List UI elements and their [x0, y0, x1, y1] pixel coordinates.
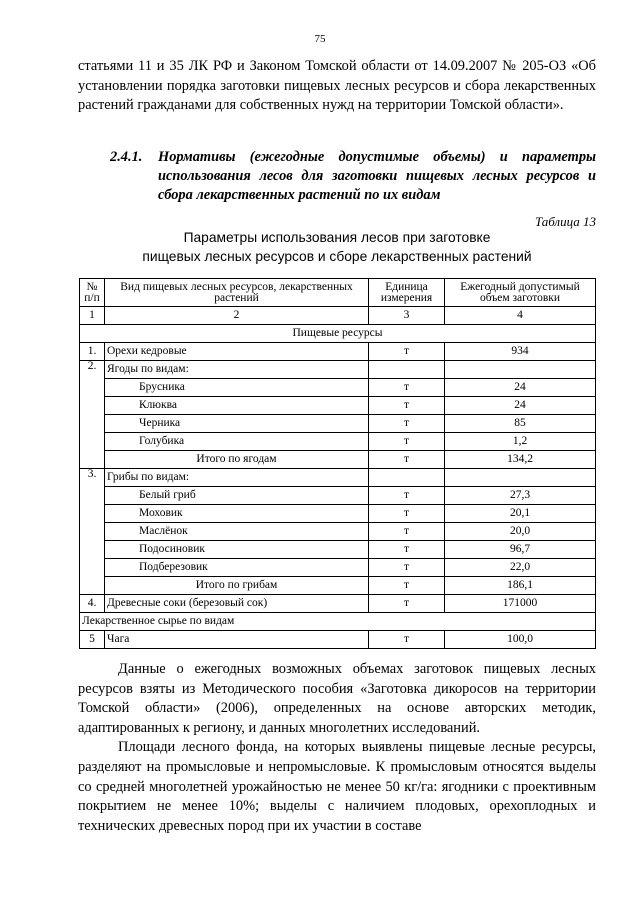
- paragraph-sources: Данные о ежегодных возможных объемах заготовок пищевых лесных ресурсов взяты из Методического пособия «Заготовка дикоросов на территории Томской области» (2006), определенных на основе авторских методик, адаптированных к региону, и данных многолетних исследований.: [78, 661, 596, 736]
- row-unit: т: [369, 343, 445, 361]
- group-label-medicinal: Лекарственное сырье по видам: [80, 613, 596, 631]
- table-caption: [78, 229, 596, 266]
- table-row: [80, 379, 596, 397]
- table-row-chaga: [80, 631, 596, 649]
- table-row: [80, 505, 596, 523]
- row-value: 20,1: [445, 505, 596, 523]
- row-unit: т: [369, 451, 445, 469]
- table-row: [80, 541, 596, 559]
- section-number: 2.4.1.: [110, 149, 143, 165]
- row-value: 100,0: [445, 631, 596, 649]
- row-name: Итого по ягодам: [105, 451, 369, 469]
- row-num: 1.: [80, 343, 105, 361]
- row-name: Ягоды по видам:: [105, 361, 369, 379]
- row-unit: т: [369, 577, 445, 595]
- row-value: 1,2: [445, 433, 596, 451]
- row-unit: т: [369, 523, 445, 541]
- table-row-mushrooms-total: [80, 577, 596, 595]
- column-number-row: [80, 307, 596, 325]
- row-unit: т: [369, 559, 445, 577]
- table-row: [80, 559, 596, 577]
- header-unit: Единица измерения: [369, 279, 445, 307]
- row-value: 186,1: [445, 577, 596, 595]
- row-name: Чага: [105, 631, 369, 649]
- group-row-medicinal: [80, 613, 596, 631]
- col-number: 2: [105, 307, 369, 325]
- body-text: [78, 660, 596, 836]
- row-value: 27,3: [445, 487, 596, 505]
- row-name: Клюква: [105, 397, 369, 415]
- row-value: 20,0: [445, 523, 596, 541]
- row-name: Древесные соки (березовый сок): [105, 595, 369, 613]
- table-label: Таблица 13: [534, 214, 596, 229]
- row-unit: т: [369, 415, 445, 433]
- row-value: 24: [445, 397, 596, 415]
- page-number: 75: [314, 33, 326, 45]
- row-unit: т: [369, 433, 445, 451]
- row-name: Брусника: [105, 379, 369, 397]
- group-label-food: Пищевые ресурсы: [80, 325, 596, 343]
- empty-cell: [445, 361, 596, 379]
- row-value: 24: [445, 379, 596, 397]
- row-num: 5: [80, 631, 105, 649]
- empty-cell: [445, 469, 596, 487]
- row-unit: т: [369, 631, 445, 649]
- table-row-nuts: [80, 343, 596, 361]
- table-row: [80, 415, 596, 433]
- row-name: Голубика: [105, 433, 369, 451]
- row-unit: т: [369, 397, 445, 415]
- table-row: [80, 397, 596, 415]
- table-row-berries-total: [80, 451, 596, 469]
- empty-cell: [369, 361, 445, 379]
- row-name: Белый гриб: [105, 487, 369, 505]
- row-name: Моховик: [105, 505, 369, 523]
- row-unit: т: [369, 595, 445, 613]
- header-volume: Ежегодный допустимый объем заготовки: [445, 279, 596, 307]
- paragraph-areas: Площади лесного фонда, на которых выявлены пищевые лесные ресурсы, разделяют на промысловые и непромысловые. К промысловым относятся выделы со средней многолетней урожайностью не менее 50 кг/га: ягодники с проективным покрытием не менее 10%; выделы с наличием плодовых, орехоплодных и технических древесных пород при их участии в составе: [78, 739, 596, 834]
- empty-cell: [369, 469, 445, 487]
- row-unit: т: [369, 487, 445, 505]
- row-num: 3.: [80, 469, 105, 595]
- table-row: [80, 523, 596, 541]
- table-row: [80, 487, 596, 505]
- parameters-table: [79, 278, 596, 649]
- header-num: № п/п: [80, 279, 105, 307]
- col-number: 1: [80, 307, 105, 325]
- header-kind: Вид пищевых лесных ресурсов, лекарственных растений: [105, 279, 369, 307]
- row-value: 85: [445, 415, 596, 433]
- table-header-row: [80, 279, 596, 307]
- group-row-food: [80, 325, 596, 343]
- col-number: 4: [445, 307, 596, 325]
- row-value: 22,0: [445, 559, 596, 577]
- row-name: Орехи кедровые: [105, 343, 369, 361]
- col-number: 3: [369, 307, 445, 325]
- row-unit: т: [369, 541, 445, 559]
- row-name: Грибы по видам:: [105, 469, 369, 487]
- intro-paragraph: статьями 11 и 35 ЛК РФ и Законом Томской области от 14.09.2007 № 205-ОЗ «Об установлении порядка заготовки пищевых лесных ресурсов и сбора лекарственных растений гражданами для собственных нужд на территории Томской области».: [78, 58, 596, 114]
- row-name: Подосиновик: [105, 541, 369, 559]
- row-value: 96,7: [445, 541, 596, 559]
- section-heading: [110, 148, 596, 205]
- table-row-sap: [80, 595, 596, 613]
- row-value: 171000: [445, 595, 596, 613]
- row-value: 134,2: [445, 451, 596, 469]
- table-caption-line1: Параметры использования лесов при заготовке: [183, 230, 491, 245]
- table-caption-line2: пищевых лесных ресурсов и сборе лекарственных растений: [142, 248, 532, 264]
- row-unit: т: [369, 379, 445, 397]
- row-num: 4.: [80, 595, 105, 613]
- row-name: Подберезовик: [105, 559, 369, 577]
- row-name: Итого по грибам: [105, 577, 369, 595]
- row-name: Маслёнок: [105, 523, 369, 541]
- section-title: Нормативы (ежегодные допустимые объемы) и параметры использования лесов для заготовки пищевых лесных ресурсов и сбора лекарственных растений по их видам: [158, 149, 596, 203]
- table-row-mushrooms-title: [80, 469, 596, 487]
- row-num: 2.: [80, 361, 105, 469]
- row-name: Черника: [105, 415, 369, 433]
- row-unit: т: [369, 505, 445, 523]
- row-value: 934: [445, 343, 596, 361]
- table-row-berries-title: [80, 361, 596, 379]
- table-row: [80, 433, 596, 451]
